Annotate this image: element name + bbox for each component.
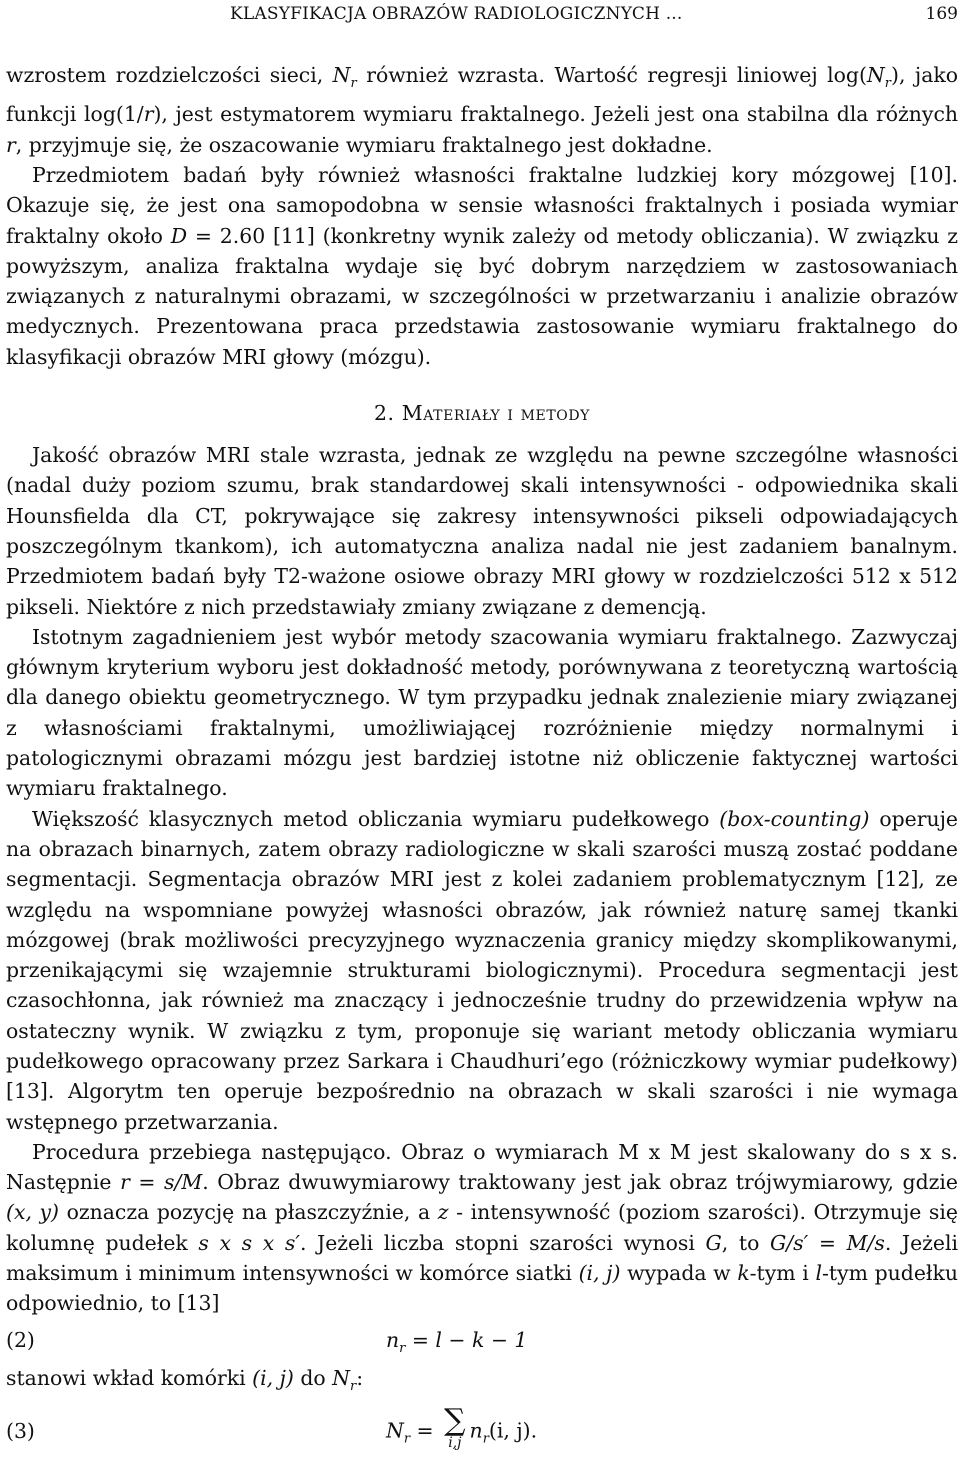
equation-2	[6, 1319, 958, 1363]
text-run: oznacza pozycję na płaszczyźnie, a	[59, 1200, 438, 1225]
math-inline: (x, y)	[6, 1200, 60, 1225]
math-var: N	[866, 63, 885, 87]
text-run: -tym pudełku odpowiednio, to [13]	[6, 1261, 959, 1316]
body-text	[6, 60, 958, 1462]
math-sub: r	[482, 1431, 489, 1447]
math-sub: r	[350, 1378, 357, 1394]
text-run: Przedmiotem badań były również własności fraktalne ludzkiej kory mózgowej [10]. Okazuje się, że jest ona samopodobna w sensie własności fraktalnych i posiada wymiar fraktalny około	[6, 162, 958, 248]
paragraph-1	[6, 60, 958, 160]
math-var: n	[386, 1327, 400, 1352]
math-operator: =	[410, 1418, 441, 1443]
text-run: , to	[721, 1230, 770, 1255]
section-heading: 2. Materiały i metody	[373, 401, 591, 426]
math-inline: s x s x s′	[198, 1230, 300, 1255]
math-inline: l	[815, 1261, 822, 1286]
math-inline: r = s/M	[120, 1170, 203, 1195]
page-number: 169	[925, 4, 958, 24]
sigma-symbol: ∑	[444, 1403, 466, 1439]
equation-number: (2)	[6, 1327, 35, 1352]
equation-connector-text	[6, 1363, 958, 1402]
paragraph-3: Jakość obrazów MRI stale wzrasta, jednak ze względu na pewne szczególne własności (nadal duży poziom szumu, brak standardowej skali intensywności - odpowiednika skali Hounsfielda dla CT, pokrywające się zakresy intensywności pikseli odpowiadających poszczególnym tkankom), ich automatyczna analiza nadal nie jest zadaniem banalnym. Przedmiotem badań były T2-ważone osiowe obrazy MRI głowy w rozdzielczości 512 x 512 pikseli. Niektóre z nich przedstawiały zmiany związane z demencją.	[6, 443, 958, 619]
math-var: n	[469, 1418, 483, 1443]
math-var: D	[170, 223, 188, 248]
text-run: , przyjmuje się, że oszacowanie wymiaru fraktalnego jest dokładne.	[15, 132, 713, 157]
text-run: stanowi wkład komórki	[6, 1365, 253, 1390]
text-run: . Obraz dwuwymiarowy traktowany jest jak obraz trójwymiarowy, gdzie	[202, 1170, 958, 1195]
italic-term: (box-counting)	[719, 806, 870, 831]
math-expression: (i, j).	[488, 1418, 538, 1443]
text-run: wzrostem rozdzielczości sieci,	[6, 63, 333, 87]
math-sub: r	[350, 76, 357, 92]
summation-index: i,j	[448, 1435, 462, 1452]
text-run: - intensywność (poziom szarości). Otrzymuje się kolumnę pudełek	[6, 1200, 958, 1255]
math-var: r	[6, 132, 16, 157]
paragraph-2	[6, 160, 958, 372]
equation-number: (3)	[6, 1419, 35, 1444]
math-inline: (i, j)	[578, 1261, 621, 1286]
text-run: . Jeżeli maksimum i minimum intensywności w komórce siatki	[6, 1230, 959, 1286]
math-var: r	[143, 102, 154, 127]
text-run: Większość klasycznych metod obliczania wymiaru pudełkowego	[32, 806, 720, 831]
math-sub: r	[403, 1431, 411, 1447]
text-run: wypada w	[620, 1261, 738, 1286]
paragraph-4: Istotnym zagadnieniem jest wybór metody szacowania wymiaru fraktalnego. Zazwyczaj głównym kryterium wyboru jest dokładność metody, porównywana z teoretyczną wartością dla danego obiektu geometrycznego. W tym przypadku jednak znalezienie miary związanej z własnościami fraktalnymi, umożliwiającej rozróżnienie między normalnymi i patologicznymi obrazami mózgu jest bardziej istotne niż obliczenie faktycznej wartości wymiaru fraktalnego.	[6, 624, 958, 801]
text-run: również wzrasta. Wartość regresji liniowej log(	[356, 63, 867, 87]
math-sub: r	[399, 1340, 406, 1356]
paragraph-6	[6, 1137, 958, 1319]
math-var: N	[386, 1418, 404, 1443]
text-run: do	[293, 1365, 333, 1390]
math-var: N	[332, 63, 351, 87]
math-inline: G	[705, 1230, 722, 1255]
math-expression: = l − k − 1	[405, 1327, 528, 1352]
text-run: ), jest estymatorem wymiaru fraktalnego. Jeżeli jest ona stabilna dla różnych	[153, 102, 959, 127]
text-run: . Jeżeli liczba stopni szarości wynosi	[299, 1230, 706, 1255]
equation-body	[386, 1325, 527, 1364]
page-header	[0, 4, 960, 28]
text-run: operuje na obrazach binarnych, zatem obrazy radiologiczne w skali szarości muszą zostać poddane segmentacji. Segmentacja obrazów MRI jest z kolei zadaniem problematycznym [12], ze względu na wspomniane powyżej własności obrazów, jak również naturę samej tkanki mózgowej (brak możliwości precyzyjnego wyznaczenia granicy między skomplikowanymi, przenikającymi się wzajemnie strukturami biologicznymi). Procedura segmentacji jest czasochłonna, jak również ma znaczący i jednocześnie trudny do przewidzenia wpływ na ostateczny wynik. W związku z tym, proponuje się wariant metody obliczania wymiaru pudełkowego opracowany przez Sarkara i Chaudhuri’ego (różniczkowy wymiar pudełkowy) [13]. Algorytm ten operuje bezpośrednio na obrazach w skali szarości i nie wymaga wstępnego przetwarzania.	[6, 806, 958, 1134]
math-var: N	[332, 1365, 351, 1390]
math-inline: z	[437, 1200, 449, 1225]
running-head: KLASYFIKACJA OBRAZÓW RADIOLOGICZNYCH ...	[230, 4, 683, 24]
text-run: Procedura przebiega następująco. Obraz o wymiarach M x M jest skalowany do s x s. Następnie	[6, 1139, 958, 1195]
text-run: :	[356, 1365, 364, 1390]
text-run: -tym i	[749, 1261, 816, 1286]
paragraph-5	[6, 804, 958, 1137]
math-inline: k	[737, 1261, 750, 1286]
math-sub: r	[884, 76, 891, 92]
equation-3	[6, 1402, 958, 1462]
math-inline: G/s′ = M/s	[770, 1230, 885, 1255]
text-run: = 2.60 [11] (konkretny wynik zależy od metody obliczania). W związku z powyższym, analiza fraktalna wydaje się być dobrym narzędziem w zastosowaniach związanych z naturalnymi obrazami, w szczególności w przetwarzaniu i analizie obrazów medycznych. Prezentowana praca przedstawia zastosowanie wymiaru fraktalnego do klasyfikacji obrazów MRI głowy (mózgu).	[6, 223, 958, 369]
summation	[444, 1403, 466, 1452]
text-run: ), jako funkcji log(1/	[6, 63, 958, 127]
equation-body	[386, 1403, 538, 1455]
math-inline: (i, j)	[252, 1365, 294, 1390]
